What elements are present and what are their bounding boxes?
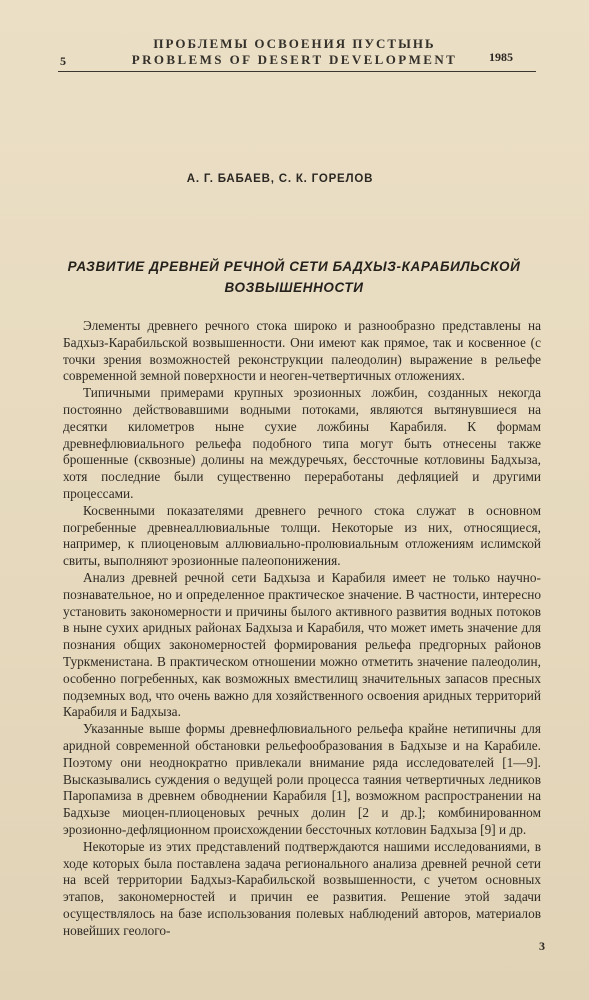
article-body — [63, 318, 541, 939]
article-title — [20, 256, 568, 298]
paragraph-5: Указанные выше формы древнефлювиального рельефа крайне нетипичны для аридной современной обстановки рельефообразования в Бадхызе и на Карабиле. Поэтому они неоднократно привлекали внимание ряда исследователей [1—9]. Высказывались суждения о ведущей роли процесса таяния четвертичных ледников Паропамиза в древнем обводнении Карабиля [1], возможном распространении на Бадхызе миоцен-плиоценовых речных долин [2 и др.]; комбинированном эрозионно-дефляционном происхождении бессточных котловин Бадхыза [9] и др. — [63, 721, 541, 837]
article-authors: А. Г. БАБАЕВ, С. К. ГОРЕЛОВ — [186, 173, 374, 185]
page-number: 3 — [539, 939, 545, 953]
paragraph-2: Типичными примерами крупных эрозионных ложбин, созданных некогда постоянно действовавшими водными потоками, являются вытянувшиеся на десятки километров ныне сухие ложбины Карабиля. К формам древнефлювиального рельефа подобного типа могут быть отнесены также брошенные (сквозные) долины на междуречьях, бессточные котловины Бадхыза, хотя последние были существенно переработаны дефляцией и другими процессами. — [63, 385, 541, 501]
paragraph-4: Анализ древней речной сети Бадхыза и Карабиля имеет не только научно-познавательное, но и определенное практическое значение. В частности, интересно установить закономерности и причины былого активного развития водных потоков в ныне сухих аридных районах Бадхыза и Карабиля, что может иметь значение для познания общих закономерностей формирования рельефа предгорных районов Туркменистана. В практическом отношении можно отметить значение палеодолин, особенно погребенных, как возможных вместилищ значительных запасов пресных подземных вод, что очень важно для хозяйственного освоения аридных территорий Карабиля и Бадхыза. — [63, 569, 541, 720]
journal-title-en: PROBLEMS OF DESERT DEVELOPMENT — [131, 52, 458, 67]
issue-number: 5 — [60, 54, 66, 68]
article-title-line-1: РАЗВИТИЕ ДРЕВНЕЙ РЕЧНОЙ СЕТИ БАДХЫЗ-КАРАБИЛЬСКОЙ — [67, 259, 521, 274]
publication-year: 1985 — [489, 50, 513, 64]
header-rule — [58, 71, 536, 72]
journal-title-ru: ПРОБЛЕМЫ ОСВОЕНИЯ ПУСТЫНЬ — [153, 36, 436, 51]
paragraph-1: Элементы древнего речного стока широко и разнообразно представлены на Бадхыз-Карабильской возвышенности. Они имеют как прямое, так и косвенное (с точки зрения возможностей реконструкции палеодолин) выражение в рельефе современной земной поверхности и неоген-четвертичных отложениях. — [63, 318, 541, 384]
paragraph-3: Косвенными показателями древнего речного стока служат в основном погребенные древнеаллювиальные толщи. Некоторые из них, относящиеся, например, к плиоценовым аллювиально-пролювиальным отложениям ислимской свиты, выполняют эрозионные палеопонижения. — [63, 502, 541, 569]
paragraph-6: Некоторые из этих представлений подтверждаются нашими исследованиями, в ходе которых была поставлена задача регионального анализа древней речной сети на всей территории Бадхыз-Карабильской возвышенности, с учетом основных этапов, закономерностей и причин ее развития. Решение этой задачи осуществлялось на базе использования полевых наблюдений авторов, материалов новейших геолого- — [63, 838, 541, 938]
article-title-line-2: ВОЗВЫШЕННОСТИ — [224, 280, 364, 295]
